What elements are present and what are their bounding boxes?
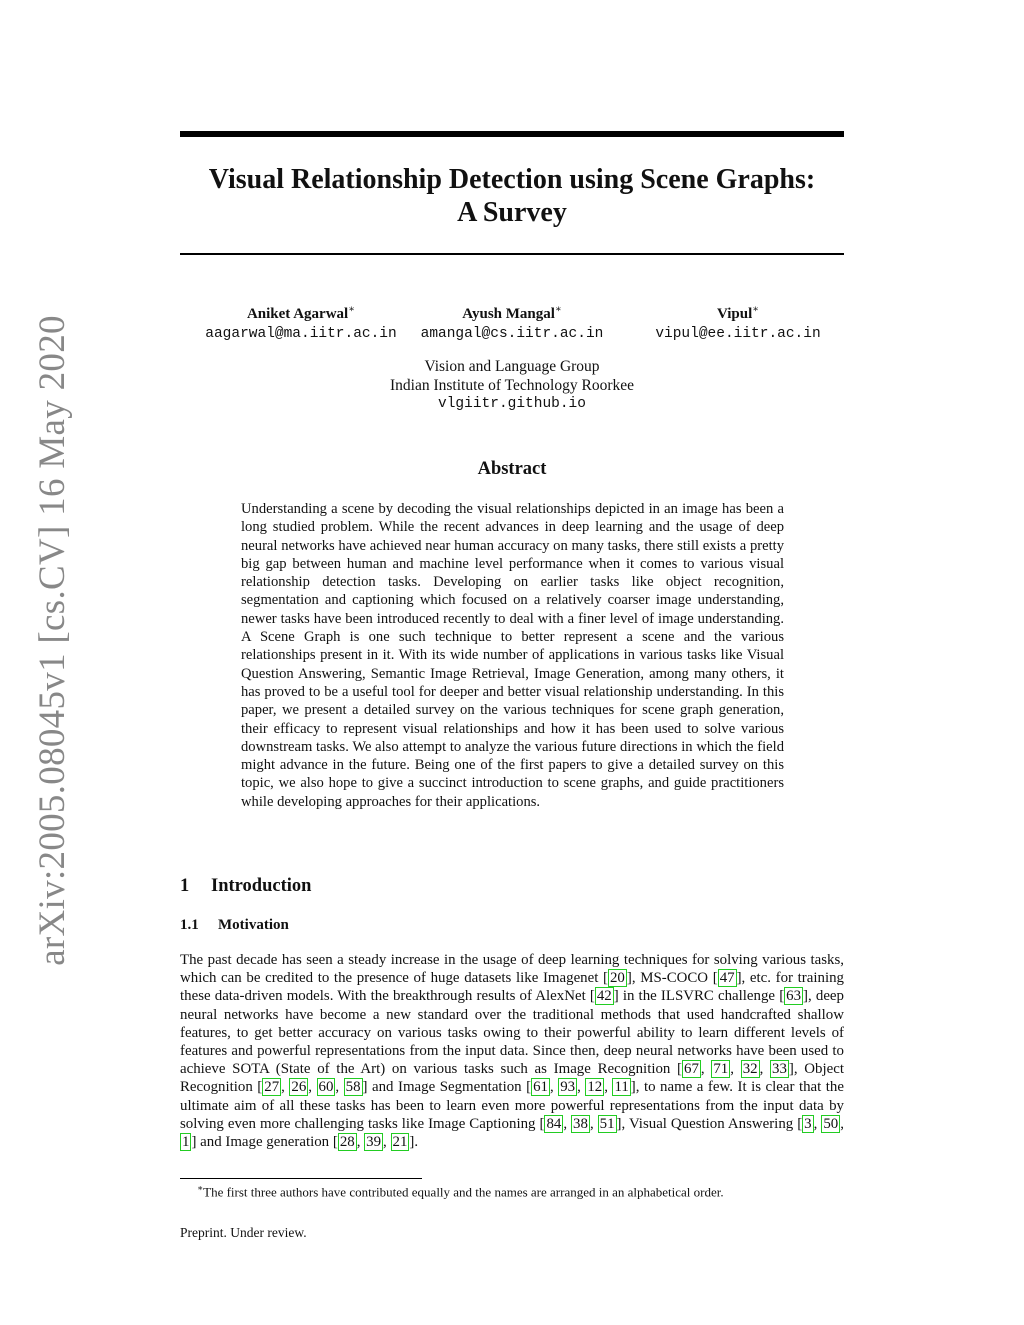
author-1-name: Aniket Agarwal (246, 306, 349, 322)
author-2 (404, 300, 620, 344)
author-3-email[interactable]: vipul@ee.iitr.ac.in (655, 326, 821, 342)
title-line-2: A Survey (457, 197, 567, 228)
arxiv-stamp (30, 314, 74, 966)
author-2-email[interactable]: amangal@cs.iitr.ac.in (420, 326, 604, 342)
citation-link[interactable]: 3 (804, 1115, 812, 1132)
paper-title (180, 163, 844, 229)
abstract-heading: Abstract (477, 459, 547, 479)
citation-link[interactable]: 58 (345, 1079, 361, 1096)
footnote-rule (180, 1178, 422, 1179)
citation-link[interactable]: 27 (264, 1079, 280, 1096)
section-number: 1 (180, 876, 190, 896)
citation-link[interactable]: 12 (587, 1079, 603, 1096)
citation-link[interactable]: 71 (713, 1061, 729, 1078)
citation-link[interactable]: 32 (742, 1061, 758, 1078)
affiliation (180, 357, 844, 414)
citation-link[interactable]: 1 (182, 1134, 190, 1151)
citation-link[interactable]: 93 (560, 1079, 576, 1096)
citation-link[interactable]: 26 (291, 1079, 307, 1096)
author-2-name: Ayush Mangal (462, 306, 555, 322)
subsection-number: 1.1 (180, 917, 199, 933)
title-line-1: Visual Relationship Detection using Scene Graphs: (208, 164, 816, 195)
citation-link[interactable]: 50 (823, 1115, 839, 1132)
author-1-mark: ∗ (348, 304, 356, 315)
preprint-note: Preprint. Under review. (180, 1225, 307, 1240)
section-title: Introduction (211, 876, 312, 896)
abstract-body: Understanding a scene by decoding the visual relationships depicted in an image has been a long studied problem. While the recent advances in deep learning and the usage of deep neural networks have achieved near human accuracy on many tasks, there still exists a pretty big gap between human and machine level performance when it comes to various visual relationship detection tasks. Developing on earlier tasks like object recognition, segmentation and captioning which focused on a relatively coarser image understanding, newer tasks have been introduced recently to deal with a finer level of image understanding. A Scene Graph is one such technique to better represent a scene and the various relationships present in it. With its wide number of applications in various tasks like Visual Question Answering, Semantic Image Retrieval, Image Generation, among many others, it has proved to be a useful tool for deeper and better visual relationship understanding. In this paper, we present a detailed survey on the various techniques for scene graph generation, their efficacy to represent visual relationships and how it has been used to solve various downstream tasks. We also attempt to analyze the various future directions in which the field might advance in the future. Being one of the first papers to give a detailed survey on this topic, we also hope to give a succinct introduction to scene graphs, and guide practitioners while developing approaches for their applications. (241, 501, 784, 810)
citation-link[interactable]: 38 (573, 1115, 588, 1132)
citation-link[interactable]: 33 (772, 1061, 787, 1078)
citation-link[interactable]: 84 (546, 1115, 562, 1132)
title-rule-top (180, 131, 844, 137)
citation-link[interactable]: 42 (596, 988, 612, 1005)
affiliation-institute: Indian Institute of Technology Roorkee (390, 377, 634, 394)
affiliation-group: Vision and Language Group (424, 358, 600, 375)
citation-link[interactable]: 67 (684, 1061, 699, 1078)
footnote-text: The first three authors have contributed equally and the names are arranged in an alphabetical order. (203, 1184, 724, 1200)
introduction-paragraph: The past decade has seen a steady increase in the usage of deep learning techniques for solving various tasks, which can be credited to the presence of huge datasets like Imagenet [ 20 ], MS-COCO [ 47 ], etc. for training these data-driven models. With the breakthrough results of AlexNet [ 42 ] in the ILSVRC challenge [ 63 ], deep neural networks have become a new standard over the traditional methods that used handcrafted shallow features, to get better accuracy on various tasks owing to their powerful ability to learn different levels of features and powerful representations from the input data. Since then, deep neural networks have been used to achieve SOTA (State of the Art) on various tasks such as Image Recognition [ 67 , 71 , 32 , 33 ], Object Recognition [ 27 , 26 , 60 , 58 ] and Image Segmentation [ 61 , 93 , 12 , 11 ], to name a few. It is clear that the ultimate aim of all these tasks has been to learn even more powerful representations from the input data by solving even more challenging tasks like Image Captioning [ 84 , 38 , 51 ], Visual Question Answering [ 3 , 50 , 1 ] and Image generation [ 28 , 39 , 21 ]. (180, 952, 844, 1151)
citation-link[interactable]: 28 (339, 1134, 355, 1151)
subsection-title: Motivation (218, 917, 289, 933)
citation-link[interactable]: 11 (614, 1079, 629, 1096)
subsection-heading-motivation (180, 917, 289, 934)
affiliation-website[interactable]: vlgiitr.github.io (438, 396, 586, 412)
title-rule-bottom (180, 253, 844, 255)
author-3-mark: ∗ (752, 304, 760, 315)
citation-link[interactable]: 61 (533, 1079, 548, 1096)
citation-link[interactable]: 60 (318, 1079, 334, 1096)
citation-link[interactable]: 39 (366, 1134, 382, 1151)
citation-link[interactable]: 21 (392, 1134, 408, 1151)
footnote (180, 1180, 844, 1200)
citation-link[interactable]: 63 (786, 988, 802, 1005)
footnote-mark: ∗ (197, 1183, 204, 1193)
section-heading-introduction (180, 876, 311, 897)
citation-link[interactable]: 20 (609, 970, 625, 987)
author-3 (632, 300, 844, 344)
author-3-name: Vipul (716, 306, 753, 322)
author-1 (180, 300, 422, 344)
author-1-email[interactable]: aagarwal@ma.iitr.ac.in (205, 326, 397, 342)
citation-link[interactable]: 47 (719, 970, 735, 987)
author-2-mark: ∗ (554, 304, 562, 315)
citation-link[interactable]: 51 (599, 1115, 615, 1132)
arxiv-stamp-text: arXiv:2005.08045v1 [cs.CV] 16 May 2020 (31, 314, 73, 966)
